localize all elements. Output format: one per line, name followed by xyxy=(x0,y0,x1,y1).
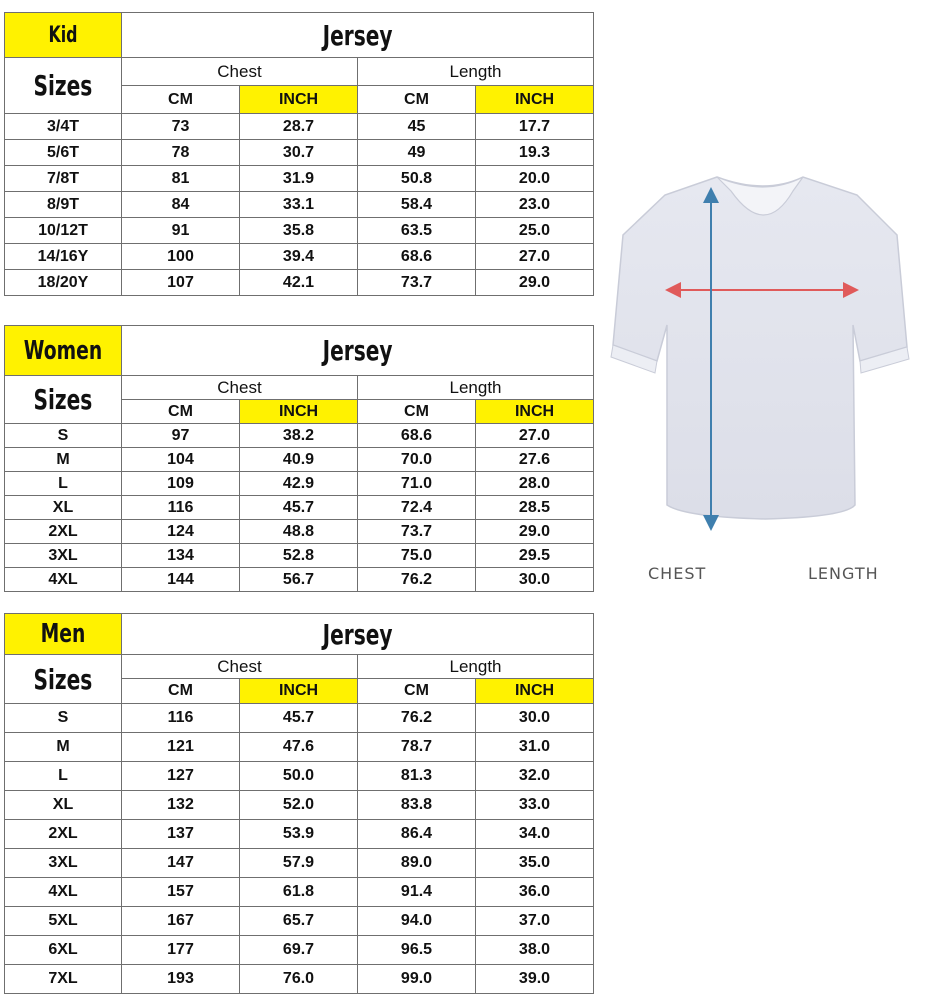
table-title-row xyxy=(5,614,594,655)
length-inch-cell: 36.0 xyxy=(476,878,594,907)
length-inch-cell: 20.0 xyxy=(476,166,594,192)
length-cm-cell: 50.8 xyxy=(358,166,476,192)
chest-cm-cell: 177 xyxy=(122,936,240,965)
size-cell: XL xyxy=(5,791,122,820)
length-cm-cell: 70.0 xyxy=(358,448,476,472)
chest-cm-cell: 121 xyxy=(122,733,240,762)
women-size-table xyxy=(4,325,594,592)
chest-cm-cell: 157 xyxy=(122,878,240,907)
table-row xyxy=(5,907,594,936)
length-cm-cell: 72.4 xyxy=(358,496,476,520)
length-cm-cell: 63.5 xyxy=(358,218,476,244)
chest-inch-cell: 56.7 xyxy=(240,568,358,592)
length-inch-header: INCH xyxy=(476,86,594,114)
chest-inch-cell: 65.7 xyxy=(240,907,358,936)
size-cell: 8/9T xyxy=(5,192,122,218)
length-cm-cell: 86.4 xyxy=(358,820,476,849)
size-cell: XL xyxy=(5,496,122,520)
size-cell: 7/8T xyxy=(5,166,122,192)
table-row xyxy=(5,472,594,496)
table-row xyxy=(5,114,594,140)
chest-cm-cell: 116 xyxy=(122,496,240,520)
length-inch-cell: 28.5 xyxy=(476,496,594,520)
chest-cm-cell: 116 xyxy=(122,704,240,733)
length-cm-cell: 89.0 xyxy=(358,849,476,878)
group-label-cell xyxy=(5,614,122,655)
chest-header: Chest xyxy=(122,376,358,400)
chest-cm-cell: 84 xyxy=(122,192,240,218)
chest-inch-cell: 30.7 xyxy=(240,140,358,166)
table-row xyxy=(5,568,594,592)
chest-cm-cell: 73 xyxy=(122,114,240,140)
chest-cm-cell: 97 xyxy=(122,424,240,448)
length-inch-cell: 30.0 xyxy=(476,704,594,733)
chest-inch-header: INCH xyxy=(240,86,358,114)
size-cell: M xyxy=(5,448,122,472)
length-cm-cell: 75.0 xyxy=(358,544,476,568)
sizes-header-cell xyxy=(5,655,122,704)
length-cm-cell: 81.3 xyxy=(358,762,476,791)
table-row xyxy=(5,791,594,820)
length-inch-cell: 27.0 xyxy=(476,244,594,270)
length-cm-cell: 94.0 xyxy=(358,907,476,936)
chest-cm-header: CM xyxy=(122,679,240,704)
group-label: Men xyxy=(21,619,105,649)
chest-cm-cell: 78 xyxy=(122,140,240,166)
tshirt-diagram xyxy=(605,165,925,535)
length-inch-header: INCH xyxy=(476,400,594,424)
length-inch-cell: 29.5 xyxy=(476,544,594,568)
table-row xyxy=(5,965,594,994)
length-cm-header: CM xyxy=(358,400,476,424)
size-cell: 14/16Y xyxy=(5,244,122,270)
table-row xyxy=(5,820,594,849)
measurement-header-row xyxy=(5,655,594,679)
sizes-header-cell xyxy=(5,58,122,114)
jersey-title-cell xyxy=(122,13,594,58)
size-cell: 3/4T xyxy=(5,114,122,140)
chest-cm-header: CM xyxy=(122,86,240,114)
kid-size-table xyxy=(4,12,594,296)
measurement-header-row xyxy=(5,58,594,86)
table-row xyxy=(5,544,594,568)
chest-inch-cell: 40.9 xyxy=(240,448,358,472)
chest-cm-cell: 193 xyxy=(122,965,240,994)
group-label-cell xyxy=(5,13,122,58)
chest-cm-header: CM xyxy=(122,400,240,424)
size-cell: S xyxy=(5,704,122,733)
length-inch-cell: 30.0 xyxy=(476,568,594,592)
chest-cm-cell: 104 xyxy=(122,448,240,472)
size-cell: 7XL xyxy=(5,965,122,994)
table-row xyxy=(5,424,594,448)
table-row xyxy=(5,496,594,520)
length-inch-cell: 23.0 xyxy=(476,192,594,218)
size-cell: M xyxy=(5,733,122,762)
length-inch-cell: 39.0 xyxy=(476,965,594,994)
chest-inch-header: INCH xyxy=(240,679,358,704)
chest-inch-cell: 48.8 xyxy=(240,520,358,544)
length-inch-cell: 27.0 xyxy=(476,424,594,448)
length-inch-cell: 38.0 xyxy=(476,936,594,965)
size-cell: 2XL xyxy=(5,520,122,544)
chest-inch-cell: 52.0 xyxy=(240,791,358,820)
length-cm-cell: 76.2 xyxy=(358,704,476,733)
chest-caption: CHEST xyxy=(648,564,707,583)
size-cell: 2XL xyxy=(5,820,122,849)
length-inch-header: INCH xyxy=(476,679,594,704)
length-inch-cell: 29.0 xyxy=(476,270,594,296)
length-cm-cell: 78.7 xyxy=(358,733,476,762)
chest-inch-cell: 53.9 xyxy=(240,820,358,849)
jersey-title-cell xyxy=(122,326,594,376)
table-row xyxy=(5,166,594,192)
length-cm-cell: 96.5 xyxy=(358,936,476,965)
chest-cm-cell: 147 xyxy=(122,849,240,878)
length-inch-cell: 34.0 xyxy=(476,820,594,849)
chest-inch-cell: 42.9 xyxy=(240,472,358,496)
group-label: Women xyxy=(21,336,105,366)
size-cell: 5XL xyxy=(5,907,122,936)
chest-cm-cell: 134 xyxy=(122,544,240,568)
length-inch-cell: 35.0 xyxy=(476,849,594,878)
chest-inch-cell: 45.7 xyxy=(240,704,358,733)
table-row xyxy=(5,244,594,270)
length-inch-cell: 37.0 xyxy=(476,907,594,936)
chest-cm-cell: 124 xyxy=(122,520,240,544)
size-cell: 4XL xyxy=(5,568,122,592)
size-cell: L xyxy=(5,762,122,791)
length-cm-header: CM xyxy=(358,86,476,114)
size-cell: 4XL xyxy=(5,878,122,907)
table-row xyxy=(5,140,594,166)
length-cm-cell: 76.2 xyxy=(358,568,476,592)
chest-inch-cell: 52.8 xyxy=(240,544,358,568)
group-label: Kid xyxy=(21,23,105,48)
length-cm-cell: 58.4 xyxy=(358,192,476,218)
jersey-title: Jersey xyxy=(322,18,393,52)
chest-cm-cell: 127 xyxy=(122,762,240,791)
length-inch-cell: 32.0 xyxy=(476,762,594,791)
size-cell: 10/12T xyxy=(5,218,122,244)
chest-cm-cell: 137 xyxy=(122,820,240,849)
length-caption: LENGTH xyxy=(808,564,879,583)
chest-cm-cell: 109 xyxy=(122,472,240,496)
chest-cm-cell: 107 xyxy=(122,270,240,296)
length-header: Length xyxy=(358,58,594,86)
length-cm-cell: 68.6 xyxy=(358,424,476,448)
length-inch-cell: 29.0 xyxy=(476,520,594,544)
table-row xyxy=(5,704,594,733)
chest-inch-cell: 31.9 xyxy=(240,166,358,192)
chest-inch-cell: 47.6 xyxy=(240,733,358,762)
sizes-header: Sizes xyxy=(33,662,93,696)
chest-inch-cell: 50.0 xyxy=(240,762,358,791)
length-cm-cell: 71.0 xyxy=(358,472,476,496)
table-title-row xyxy=(5,13,594,58)
size-cell: 6XL xyxy=(5,936,122,965)
chest-inch-cell: 57.9 xyxy=(240,849,358,878)
length-inch-cell: 31.0 xyxy=(476,733,594,762)
chest-inch-cell: 39.4 xyxy=(240,244,358,270)
sizes-header-cell xyxy=(5,376,122,424)
chest-cm-cell: 100 xyxy=(122,244,240,270)
size-cell: 18/20Y xyxy=(5,270,122,296)
jersey-title-cell xyxy=(122,614,594,655)
jersey-title: Jersey xyxy=(322,334,393,367)
jersey-title: Jersey xyxy=(322,617,393,651)
size-cell: 3XL xyxy=(5,544,122,568)
sizes-header: Sizes xyxy=(33,383,93,416)
chest-inch-cell: 61.8 xyxy=(240,878,358,907)
shirt-body xyxy=(613,177,907,519)
length-inch-cell: 33.0 xyxy=(476,791,594,820)
group-label-cell xyxy=(5,326,122,376)
table-row xyxy=(5,520,594,544)
length-header: Length xyxy=(358,376,594,400)
table-row xyxy=(5,936,594,965)
table-title-row xyxy=(5,326,594,376)
length-cm-cell: 99.0 xyxy=(358,965,476,994)
sizes-header: Sizes xyxy=(33,69,93,102)
length-cm-cell: 91.4 xyxy=(358,878,476,907)
table-row xyxy=(5,448,594,472)
chest-header: Chest xyxy=(122,58,358,86)
chest-cm-cell: 91 xyxy=(122,218,240,244)
chest-cm-cell: 144 xyxy=(122,568,240,592)
table-row xyxy=(5,849,594,878)
chest-inch-cell: 28.7 xyxy=(240,114,358,140)
length-header: Length xyxy=(358,655,594,679)
size-cell: S xyxy=(5,424,122,448)
tshirt-icon xyxy=(605,165,925,535)
length-cm-cell: 83.8 xyxy=(358,791,476,820)
chest-inch-header: INCH xyxy=(240,400,358,424)
length-inch-cell: 19.3 xyxy=(476,140,594,166)
table-row xyxy=(5,762,594,791)
measurement-header-row xyxy=(5,376,594,400)
size-cell: 5/6T xyxy=(5,140,122,166)
table-row xyxy=(5,270,594,296)
chest-inch-cell: 76.0 xyxy=(240,965,358,994)
length-inch-cell: 28.0 xyxy=(476,472,594,496)
length-inch-cell: 25.0 xyxy=(476,218,594,244)
men-size-table xyxy=(4,613,594,994)
chest-inch-cell: 69.7 xyxy=(240,936,358,965)
chest-inch-cell: 45.7 xyxy=(240,496,358,520)
table-row xyxy=(5,733,594,762)
chest-cm-cell: 132 xyxy=(122,791,240,820)
chest-inch-cell: 42.1 xyxy=(240,270,358,296)
chest-inch-cell: 35.8 xyxy=(240,218,358,244)
length-inch-cell: 17.7 xyxy=(476,114,594,140)
length-cm-cell: 68.6 xyxy=(358,244,476,270)
table-row xyxy=(5,192,594,218)
chest-inch-cell: 33.1 xyxy=(240,192,358,218)
table-row xyxy=(5,218,594,244)
size-cell: L xyxy=(5,472,122,496)
size-cell: 3XL xyxy=(5,849,122,878)
chest-inch-cell: 38.2 xyxy=(240,424,358,448)
length-inch-cell: 27.6 xyxy=(476,448,594,472)
length-cm-cell: 73.7 xyxy=(358,520,476,544)
chest-cm-cell: 167 xyxy=(122,907,240,936)
chest-cm-cell: 81 xyxy=(122,166,240,192)
length-cm-cell: 73.7 xyxy=(358,270,476,296)
chest-header: Chest xyxy=(122,655,358,679)
table-row xyxy=(5,878,594,907)
length-cm-cell: 45 xyxy=(358,114,476,140)
length-cm-header: CM xyxy=(358,679,476,704)
length-cm-cell: 49 xyxy=(358,140,476,166)
